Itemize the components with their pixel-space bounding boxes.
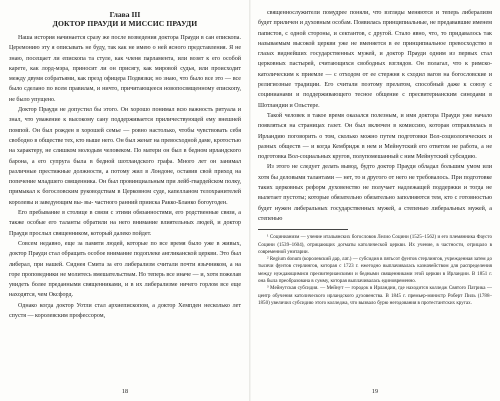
paragraph: Совсем недавно, еще за памяти людей, которые по все время было уже в живых, доктор Прауди стал обращать особое внимание подоплеке англиканской церкви. Это был либерал, при нашей. Сиднея Смита за его либерализм считали почти язычником, а на горе проповедники не молитесь вмешательствам. Но теперь все иначе — и, хотя пожелав увидеть более преданными священниками, и в их либерализме ничего горлом все еще находятся, чем Оксфорд. — [9, 240, 241, 299]
paragraph: Однако когда доктор Уотли стал архиепископом, а доктор Хемпден несколько лет спустя — королевским профессором, — [9, 302, 241, 320]
left-page — [9, 8, 241, 396]
paragraph: Наша история начинается сразу же после возведения доктора Прауди в сан епископа. Церемонию эту я описывать не буду, так как не имею о ней ясного представления. Я не знаю, посещает ли епископа та стуле, как членя парламента, или возят к его особой карете, как лорд-мэра, приносит ли он присягу, как мировой судья, или происходит между двумя собратьями, как презд офицера Подвязки; но знаю, что было все это — все было сделано по всем правилам, и ничто, причитающееся новопосвященному епископу, не было упущено. — [9, 35, 241, 103]
paragraph: Из этого не следует делать вывод, будто доктор Прауди обладал большим умом или хотя бы деловыми талантами — нет, то и другого от него не требовалось. При подготовке таких церковных реформ духовенство не получает надлежащей поддержки и тогда не вылетает пустоты; которые обязательно обязательно заполняются тем, кто с готовностью будет нужен либеральных государственных мужей, а степенью либеральных мужей, а степенью — [258, 164, 492, 222]
book-gutter — [249, 0, 251, 401]
paragraph: Доктор Прауди не допустил бы этого. Он хорошо понимал всю важность ритуала и знал, что уважение к высокому сану поддерживается приличествующей ему внешней помпой. Он был рожден в хорошей семье — ровно настолько, чтобы чувствовать себя свободно в обществе тех, кто выше него. Он был женат на превосходной даме, кротостью на характеру, не слишком молодым человеком. По матери он был в бедном ирландского барона, а его супруга была в бедной шотландского графа. Много лет он занимал различные престижные должности, а потому жил в Лондоне, оставив свой приход на попечение младшего священника. Он был провинциальным при лейб-гвардейском полку, примыкал к богословским руководствам в Церковном суде, капелланом телохранителей королевы и заведующим вы- вы- частного ранний прииска Ракко-Бланко богоугоден. — [9, 107, 241, 206]
paragraph: священнослужители помудрее поняли, что взгляды меняются и теперь либерализм будет приличен и духовным особам. Появилась принципиальные, не предававшие именем папистов, с одной стороны, и сектантов, с другой. Стало явно, что, то придавалось так называемым высокой церкви уже не вменяется в ее принципиальное превосходство в глазах виднейших государственных мужей, и доктор Прауди одним из первых стал церковных пастырей, считающихся свободных взглядов. Он полагал, что к римско-католическим к приемле — с отходом от ее стержня к сходил вагов на богословские и религиозные традиции. Его считали поэтому прелатом, способный даже к союзу с социнианами и поддерживающего тесное общение с пресвитерианским синодами в Шотландии и Ольстере. — [258, 10, 492, 109]
page-number-left: 18 — [121, 388, 129, 395]
left-page-body — [9, 33, 241, 321]
right-page — [258, 8, 492, 396]
right-page-body — [258, 8, 492, 224]
chapter-title: Глава III — [109, 10, 141, 19]
footnote: ³ Мейнутская субсидия. — Мейнут — городок в Ирландии, где находится колледж Святого Патрика — центр обучения католического ирландского духовенства. В 1845 г. премьер-министр Роберт Пиль (1788–1850) увеличил субсидию этого колледжа, что вызвало бурю негодования в протестантских кругах. — [258, 285, 492, 306]
paragraph: Такой человек в такое время оказался полезным, и имя доктора Прауди уже начало появляться на страницах газет. Он был включен в комиссию, которая отправлялась в Ирландию поговорить о том, сколько можно путем подготовки Вол-социологических и разных обществ — и когда Кембридж в нем и Мейнутский его ответом не работа, а не подготовка Вол-социальных кругов, полупомешанный с ним Мейнутский субсидию. — [258, 112, 492, 161]
footnote: ¹ Социнианизм — учение итальянских богословов Лелио Социни (1525–1562) и его племянника Фаусто Социни (1539–1604), отрицающих догматы католической церкви. Их учение, в частности, отрицало в современной унитарии. — [258, 234, 492, 255]
footnotes — [258, 234, 492, 307]
paragraph: Его пребывание в столице в связи с этими обязанностями, его родственные связи, а также особые его таланты обратили на него внимание влиятельных людей, и доктор Прауди прослыл священником, который далеко пойдет. — [9, 210, 241, 237]
page-number-right: 19 — [371, 388, 379, 395]
chapter-subtitle: ДОКТОР ПРАУДИ И МИССИС ПРАУДИ — [52, 19, 198, 28]
footnote: ² Regium donum (королевский дар, лат.) — субсидия в пятьсот фунтов стерлингов, учрежденная затем до тысячи фунтов стерлингов, которая с 1723 г. ежегодно выплачивалась казначейством для распределения между нуждающимися пресвитерианскими и бедными священниками этой церкви в Ирландии. В 1851 г. она была преобразована в сумму, которая выплачивалась единовременно. — [258, 256, 492, 285]
footnote-divider — [258, 229, 348, 230]
